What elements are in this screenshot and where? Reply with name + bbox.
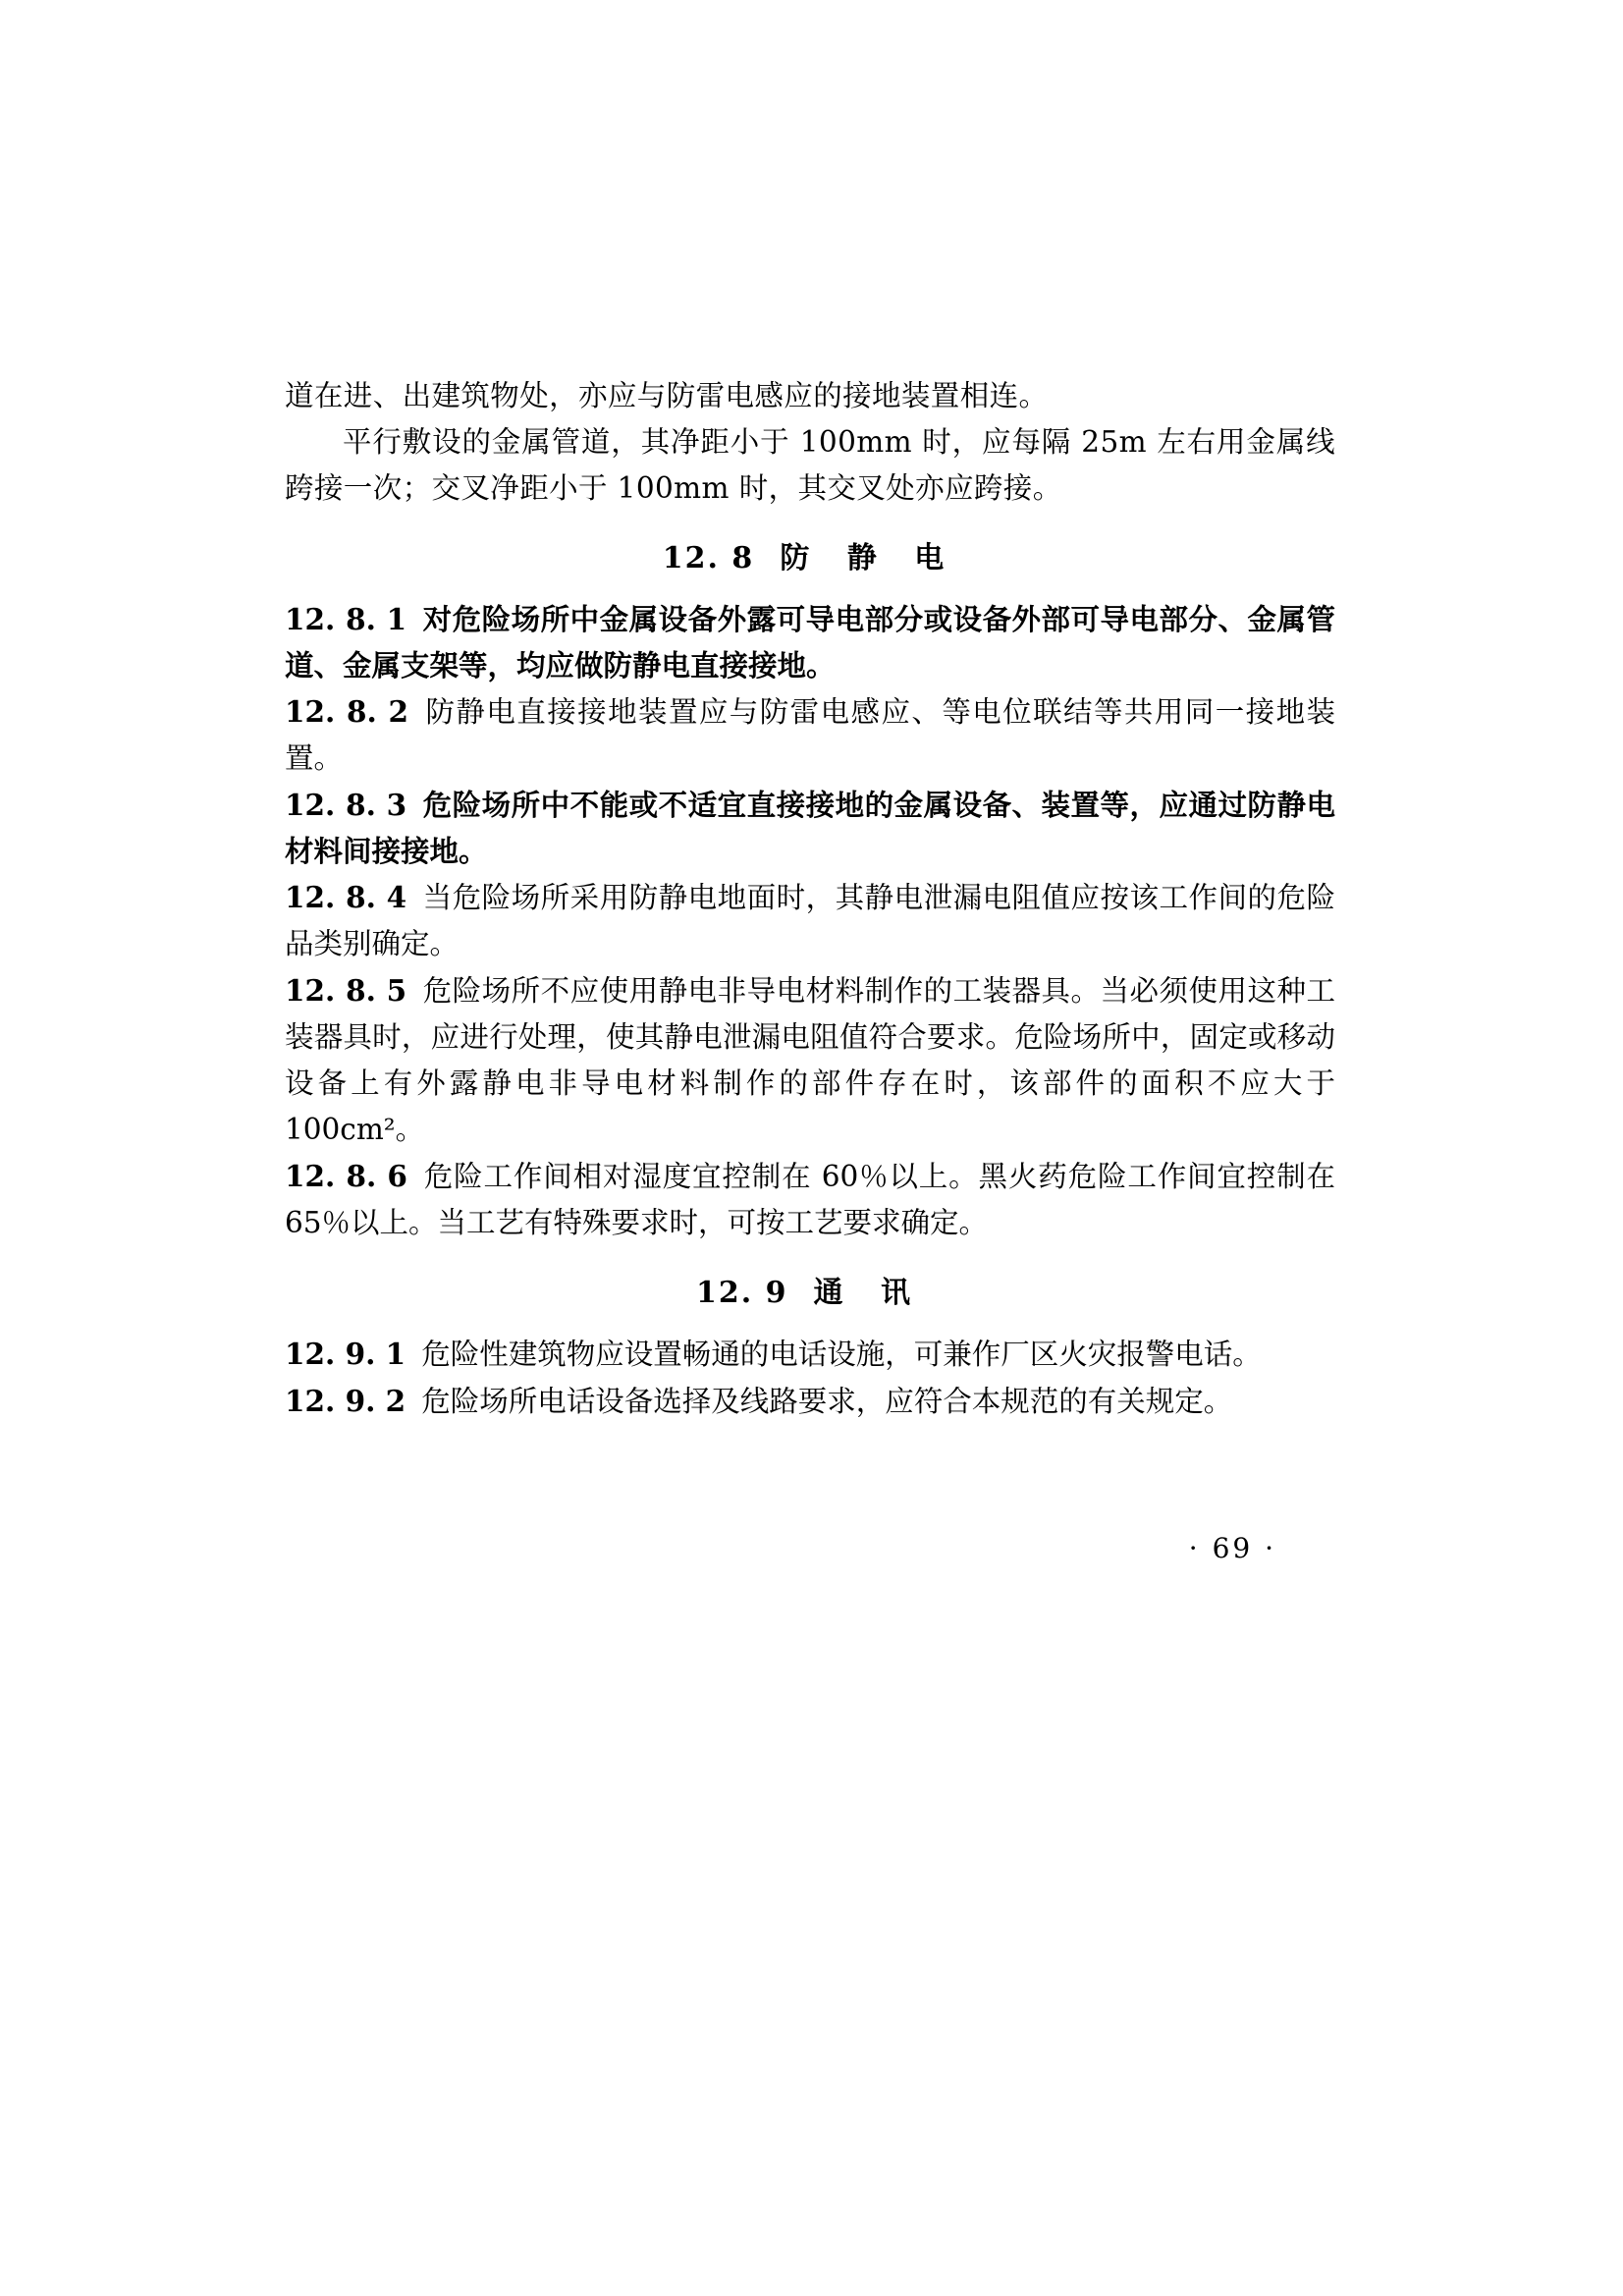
section-heading-12-9 — [285, 1268, 1335, 1311]
page-number: · 69 · — [1188, 1532, 1276, 1564]
clause-12-8-4 — [285, 874, 1335, 967]
clause-index: 12. 8. 1 — [285, 602, 407, 636]
clause-12-8-5 — [285, 967, 1335, 1153]
clause-index: 12. 9. 2 — [285, 1384, 406, 1418]
page-content — [285, 373, 1335, 1564]
clause-index: 12. 8. 5 — [285, 973, 407, 1008]
clause-text: 危险场所中不能或不适宜直接接地的金属设备、装置等，应通过防静电材料间接接地。 — [285, 788, 1335, 868]
section-number: 12. 9 — [696, 1276, 788, 1310]
clause-index: 12. 8. 3 — [285, 788, 407, 822]
section-name: 防 静 电 — [780, 541, 958, 575]
clause-12-8-1 — [285, 596, 1335, 688]
clause-text: 对危险场所中金属设备外露可导电部分或设备外部可导电部分、金属管道、金属支架等，均应做防静电直接接地。 — [285, 602, 1335, 683]
clause-text: 危险场所电话设备选择及线路要求，应符合本规范的有关规定。 — [421, 1385, 1233, 1418]
section-name: 通 讯 — [813, 1276, 924, 1310]
clause-text: 防静电直接接地装置应与防雷电感应、等电位联结等共用同一接地装置。 — [285, 695, 1335, 775]
clause-12-8-2 — [285, 688, 1335, 782]
paragraph-continuation: 道在进、出建筑物处，亦应与防雷电感应的接地装置相连。 — [285, 379, 1049, 412]
clause-12-8-6 — [285, 1153, 1335, 1246]
clause-12-9-2 — [285, 1378, 1335, 1425]
clause-12-9-1 — [285, 1331, 1335, 1378]
clause-text: 危险场所不应使用静电非导电材料制作的工装器具。当必须使用这种工装器具时，应进行处理，使其静电泄漏电阻值符合要求。危险场所中，固定或移动设备上有外露静电非导电材料制作的部件存在时，该部件的面积不应大于 100cm²。 — [285, 974, 1335, 1146]
clause-index: 12. 8. 6 — [285, 1159, 407, 1193]
clause-index: 12. 8. 2 — [285, 694, 409, 729]
clause-index: 12. 9. 1 — [285, 1337, 406, 1371]
clause-text: 当危险场所采用防静电地面时，其静电泄漏电阻值应按该工作间的危险品类别确定。 — [285, 881, 1335, 960]
section-heading-12-8 — [285, 533, 1335, 576]
clause-index: 12. 8. 4 — [285, 880, 407, 914]
clause-text: 危险工作间相对湿度宜控制在 60％以上。黑火药危险工作间宜控制在 65％以上。当工艺有特殊要求时，可按工艺要求确定。 — [285, 1160, 1335, 1239]
section-number: 12. 8 — [662, 541, 755, 575]
clause-12-8-3 — [285, 782, 1335, 874]
clause-text: 危险性建筑物应设置畅通的电话设施，可兼作厂区火灾报警电话。 — [421, 1338, 1262, 1371]
paragraph-parallel-pipes: 平行敷设的金属管道，其净距小于 100mm 时，应每隔 25m 左右用金属线跨接一次；交叉净距小于 100mm 时，其交叉处亦应跨接。 — [285, 425, 1335, 505]
